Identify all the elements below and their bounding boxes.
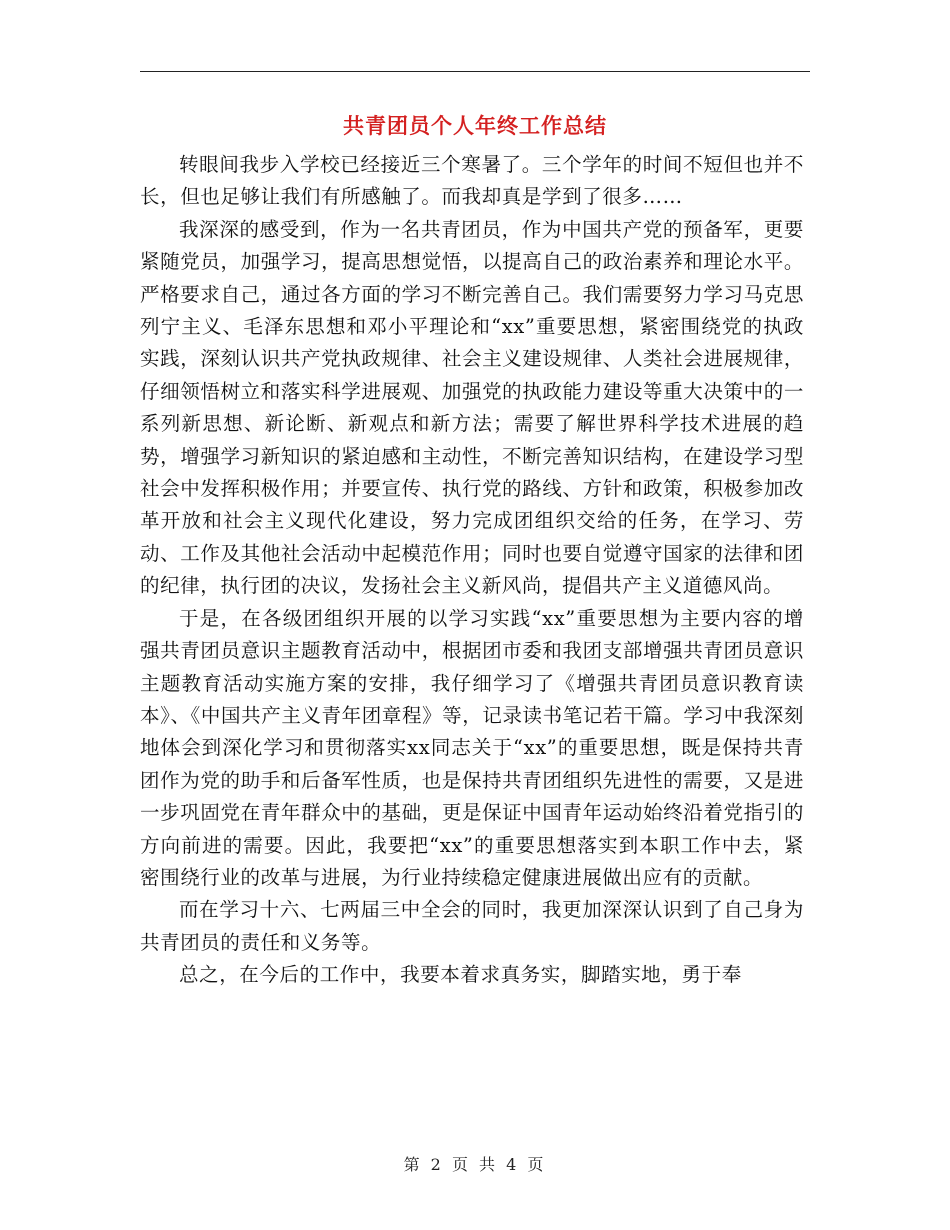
paragraph-1: 转眼间我步入学校已经接近三个寒暑了。三个学年的时间不短但也并不长，但也足够让我们有所感触了。而我却真是学到了很多…… bbox=[140, 153, 804, 209]
document-title: 共青团员个人年终工作总结 bbox=[343, 113, 607, 138]
paragraph-3: 于是，在各级团组织开展的以学习实践“xx”重要思想为主要内容的增强共青团员意识主题教育活动中，根据团市委和我团支部增强共青团员意识主题教育活动实施方案的安排，我仔细学习了《增强共青团员意识教育读本》、《中国共产主义青年团章程》等，记录读书笔记若干篇。学习中我深刻地体会到深化学习和贯彻落实xx同志关于“xx”的重要思想，既是保持共青团作为党的助手和后备军性质，也是保持共青团组织先进性的需要，又是进一步巩固党在青年群众中的基础，更是保证中国青年运动始终沿着党指引的方向前进的需要。因此，我要把“xx”的重要思想落实到本职工作中去，紧密围绕行业的改革与进展，为行业持续稳定健康进展做出应有的贡献。 bbox=[140, 606, 804, 889]
header-rule bbox=[140, 71, 810, 72]
page-number: 第 2 页 共 4 页 bbox=[403, 1155, 547, 1174]
document-body bbox=[140, 149, 804, 992]
paragraph-4: 而在学习十六、七两届三中全会的同时，我更加深深认识到了自己身为共青团员的责任和义务等。 bbox=[140, 898, 804, 954]
paragraph-2: 我深深的感受到，作为一名共青团员，作为中国共产党的预备军，更要紧随党员，加强学习，提高思想觉悟，以提高自己的政治素养和理论水平。严格要求自己，通过各方面的学习不断完善自己。我们需要努力学习马克思列宁主义、毛泽东思想和邓小平理论和“xx”重要思想，紧密围绕党的执政实践，深刻认识共产党执政规律、社会主义建设规律、人类社会进展规律，仔细领悟树立和落实科学进展观、加强党的执政能力建设等重大决策中的一系列新思想、新论断、新观点和新方法；需要了解世界科学技术进展的趋势，增强学习新知识的紧迫感和主动性，不断完善知识结构，在建设学习型社会中发挥积极作用；并要宣传、执行党的路线、方针和政策，积极参加改革开放和社会主义现代化建设，努力完成团组织交给的任务，在学习、劳动、工作及其他社会活动中起模范作用；同时也要自觉遵守国家的法律和团的纪律，执行团的决议，发扬社会主义新风尚，提倡共产主义道德风尚。 bbox=[140, 217, 804, 598]
paragraph-5: 总之，在今后的工作中，我要本着求真务实，脚踏实地，勇于奉 bbox=[179, 963, 742, 987]
